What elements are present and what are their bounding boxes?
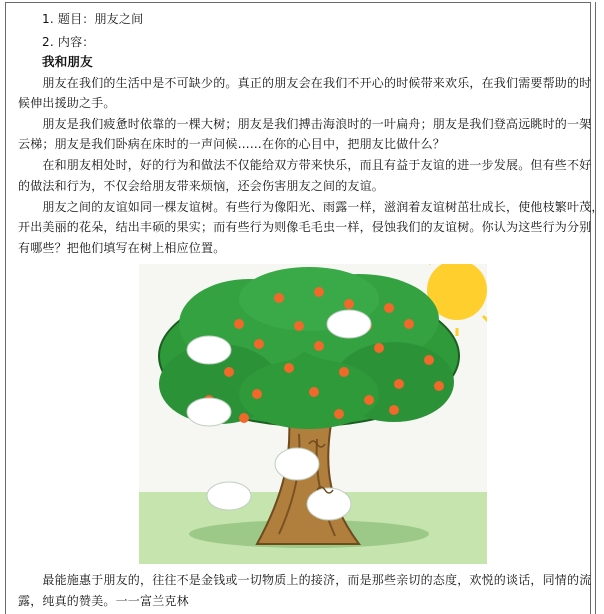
paragraph-line: 候伸出援助之手。 [18,96,116,110]
quote-line: 露，纯真的赞美。一一富兰克林 [18,594,189,608]
tree-svg [139,264,487,564]
section-heading: 我和朋友 [42,54,93,69]
paragraph-line: 朋友在我们的生活中是不可缺少的。真正的朋友会在我们不开心的时候带来欢乐，在我们需要帮助的时 [18,76,592,90]
paragraph-line: 云梯；朋友是我们卧病在床时的一声问候……在你的心目中，把朋友比做什么？ [18,137,446,151]
paragraph-line: 朋友之间的友谊如同一棵友谊树。有些行为像阳光、雨露一样，滋润着友谊树茁壮成长，使他枝繁叶茂， [18,200,604,214]
paragraph-line: 在和朋友相处时，好的行为和做法不仅能给双方带来快乐，而且有益于友谊的进一步发展。但有些不好 [18,158,592,172]
item-content-label: 2. 内容： [42,35,95,49]
quote-line: 最能施惠于朋友的，往往不是金钱或一切物质上的接济，而是那些亲切的态度，欢悦的谈话，同情的流 [18,573,592,587]
paragraph-line: 开出美丽的花朵，结出丰硕的果实；而有些行为则像毛毛虫一样，侵蚀我们的友谊树。你认为这些行为分别 [18,220,592,234]
frame-border [595,2,596,614]
paragraph-line: 的做法和行为，不仅会给朋友带来烦恼，还会伤害朋友之间的友谊。 [18,179,385,193]
paragraph-line: 有哪些？把他们填写在树上相应位置。 [18,241,226,255]
paragraph-line: 朋友是我们疲惫时依靠的一棵大树；朋友是我们搏击海浪时的一叶扁舟；朋友是我们登高远眺时的一架 [18,117,592,131]
friendship-tree-illustration [139,264,487,564]
item-title: 1. 题目：朋友之间 [42,12,144,26]
